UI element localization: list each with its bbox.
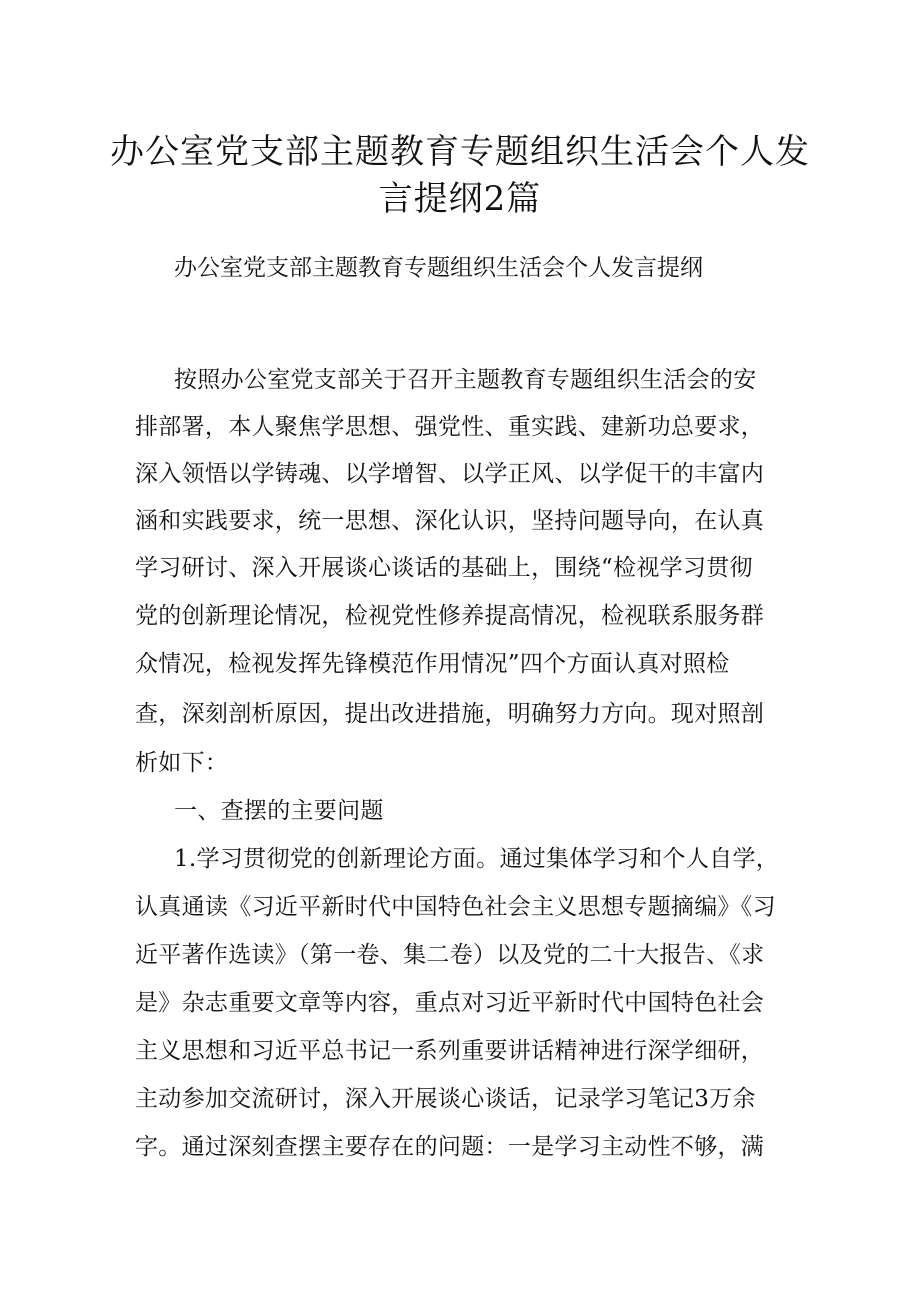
paragraph-line: 认真通读《习近平新时代中国特色社会主义思想专题摘编》《习 [135, 894, 776, 920]
paragraph-line: 近平著作选读》（第一卷、集二卷）以及党的二十大报告、《求 [135, 942, 765, 968]
paragraph-line: 主动参加交流研讨，深入开展谈心谈话，记录学习笔记3万余 [135, 1086, 756, 1112]
document-subtitle: 办公室党支部主题教育专题组织生活会个人发言提纲 [174, 255, 703, 281]
document-title-line-2: 言提纲2篇 [378, 179, 542, 219]
paragraph-line: 党的创新理论情况，检视党性修养提高情况，检视联系服务群 [135, 603, 765, 629]
paragraph-line: 主义思想和习近平总书记一系列重要讲话精神进行深学细研， [135, 1038, 765, 1064]
paragraph-line: 析如下： [135, 750, 229, 776]
document-title-line-1: 办公室党支部主题教育专题组织生活会个人发 [110, 132, 810, 172]
paragraph-line: 1.学习贯彻党的创新理论方面。通过集体学习和个人自学， [174, 846, 780, 872]
paragraph-line: 众情况，检视发挥先锋模范作用情况”四个方面认真对照检 [135, 651, 730, 677]
paragraph-line: 深入领悟以学铸魂、以学增智、以学正风、以学促干的丰富内 [135, 461, 765, 487]
section-heading: 一、查摆的主要问题 [174, 798, 384, 824]
paragraph-line: 按照办公室党支部关于召开主题教育专题组织生活会的安 [174, 367, 757, 393]
paragraph-line: 排部署，本人聚焦学思想、强党性、重实践、建新功总要求， [135, 414, 765, 440]
paragraph-line: 查，深刻剖析原因，提出改进措施，明确努力方向。现对照剖 [135, 701, 765, 727]
paragraph-line: 是》杂志重要文章等内容，重点对习近平新时代中国特色社会 [135, 990, 765, 1016]
paragraph-line: 学习研讨、深入开展谈心谈话的基础上，围绕“检视学习贯彻 [135, 555, 753, 581]
paragraph-line: 涵和实践要求，统一思想、深化认识，坚持问题导向，在认真 [135, 508, 765, 534]
paragraph-line: 字。通过深刻查摆主要存在的问题：一是学习主动性不够，满 [135, 1134, 765, 1160]
